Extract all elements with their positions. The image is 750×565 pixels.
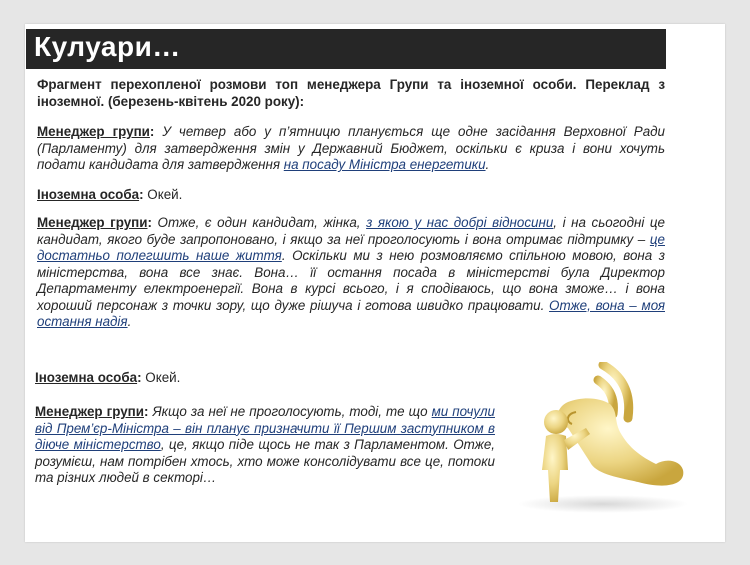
speaker-manager: Менеджер групи	[37, 215, 148, 230]
speech-text: Якщо за неї не проголосують, тоді, те що	[152, 404, 432, 419]
speaker-manager: Менеджер групи	[37, 124, 150, 139]
link-prime-minister[interactable]: ми почули від Прем’єр-Міністра – він планує призначити її Першим заступником в діюче міністерство	[35, 404, 495, 452]
phone-figure-icon	[498, 362, 698, 514]
page-title: Кулуари…	[34, 31, 181, 62]
dialogue-manager-2: Менеджер групи: Отже, є один кандидат, жінка, з якою у нас добрі відносини, і на сьогодні це кандидат, якого буде запропоновано, і якщо за неї проголосують і вона отримає підтримку – це достатньо полегшить наше життя. Оскільки ми з нею розмовляємо спільною мовою, вона з міністерства, вона все знає. Вона… її остання посада в міністерстві була Директор Департаменту електроенергії. Вона в курсі всього, і я сподіваюсь, що вона зможе… і вона хороший персонаж з точки зору, що дуже рішуча і готова швидко працювати. Отже, вона – моя остання надія.	[37, 215, 666, 329]
speech-text: , це, якщо піде щось не так з Парламентом. Отже, розумієш, нам потрібен хтось, хто може консолідувати все це, потоки та різних людей в секторі…	[35, 437, 495, 485]
speech-text: Отже, є один кандидат, жінка,	[157, 215, 367, 230]
dialogue-manager-1: Менеджер групи: У четвер або у п’ятницю планується ще одне засідання Верховної Ради (Парламенту) для затвердження змін у Державний Бюджет, оскільки є криза і вони хочуть подати кандидата для затвердження на посаду Міністра енергетики.	[37, 124, 665, 172]
title-bar	[26, 29, 666, 69]
dialogue-manager-3: Менеджер групи: Якщо за неї не проголосують, тоді, те що ми почули від Прем’єр-Міністра – він планує призначити її Першим заступником в діюче міністерство, це, якщо піде щось не так з Парламентом. Отже, розумієш, нам потрібен хтось, хто може консолідувати все це, потоки та різних людей в секторі…	[35, 404, 495, 485]
speech-text: Окей.	[145, 370, 181, 385]
speaker-foreigner: Іноземна особа	[37, 187, 140, 202]
link-minister-post[interactable]: на посаду Міністра енергетики	[283, 157, 486, 172]
link-last-hope[interactable]: Отже, вона – моя остання надія	[37, 297, 665, 329]
intro-text: Фрагмент перехопленої розмови топ менеджера Групи та іноземної особи. Переклад з іноземної. (березень-квітень 2020 року):	[37, 77, 665, 109]
speech-text: . Оскільки ми з нею розмовляємо спільною мовою, вона з міністерства, вона все знає. Вона… її остання посада в міністерстві була Директор Департаменту електроенергії. Вона в курсі всього, і я сподіваюсь, що вона зможе… і вона хороший персонаж з точки зору, що дуже рішуча і готова швидко працювати.	[37, 248, 666, 313]
speech-text: У четвер або у п’ятницю планується ще одне засідання Верховної Ради (Парламенту) для затвердження змін у Державний Бюджет, оскільки є криза і вони хочуть подати кандидата для затвердження	[37, 124, 665, 172]
speech-text: Окей.	[147, 187, 183, 202]
link-good-relations[interactable]: з якою у нас добрі відносини	[366, 215, 554, 230]
speech-text: , і на сьогодні це кандидат, якого буде запропоновано, і якщо за неї проголосують і вона отримає підтримку –	[37, 215, 666, 247]
speaker-manager: Менеджер групи	[35, 404, 144, 419]
dialogue-foreigner-1: Іноземна особа: Окей.	[37, 187, 183, 202]
speaker-foreigner: Іноземна особа	[35, 370, 138, 385]
link-easier-life[interactable]: це достатньо полегшить наше життя	[37, 231, 665, 263]
dialogue-foreigner-2: Іноземна особа: Окей.	[35, 370, 181, 385]
